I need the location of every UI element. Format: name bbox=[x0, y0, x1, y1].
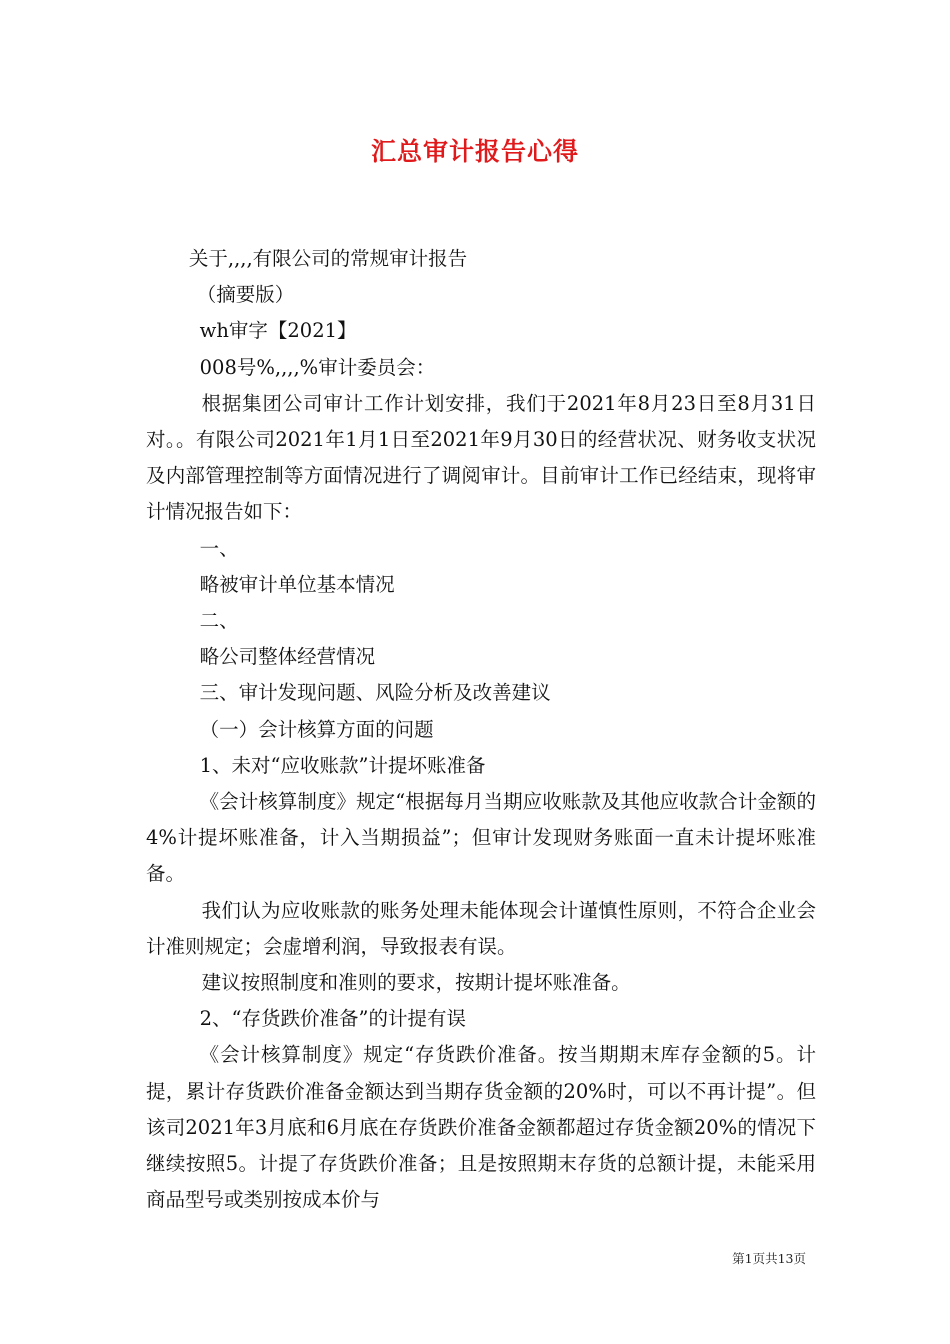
subsection-heading: （一）会计核算方面的问题 bbox=[199, 717, 434, 741]
paragraph-issue-2-rule: 《会计核算制度》规定“存货跌价准备。按当期期末库存金额的5。计提，累计存货跌价准备金额达到当期存货金额的20%时，可以不再计提”。但该司2021年3月底和6月底在存货跌价准备金额都超过存货金额20%的情况下继续按照5。计提了存货跌价准备；且是按照期末存货的总额计提，未能采用商品型号或类别按成本价与 bbox=[146, 1043, 816, 1212]
document-body bbox=[146, 241, 816, 1218]
paragraph-issue-1-advice: 建议按照制度和准则的要求，按期计提坏账准备。 bbox=[201, 971, 631, 995]
report-recipient: 008号%,,,,%审计委员会： bbox=[199, 355, 436, 379]
section-heading-two: 二、 bbox=[199, 609, 239, 633]
issue-heading-1: 1、未对“应收账款”计提坏账准备 bbox=[199, 753, 486, 777]
paragraph-intro: 根据集团公司审计工作计划安排，我们于2021年8月23日至8月31日对。。有限公司2021年1月1日至2021年9月30日的经营状况、财务收支状况及内部管理控制等方面情况进行了调阅审计。目前审计工作已经结束，现将审计情况报告如下： bbox=[146, 391, 816, 524]
section-two-text: 略公司整体经营情况 bbox=[199, 645, 376, 669]
report-number: wh审字【2021】 bbox=[199, 319, 357, 343]
issue-heading-2: 2、“存货跌价准备”的计提有误 bbox=[199, 1007, 466, 1031]
section-one-text: 略被审计单位基本情况 bbox=[199, 572, 395, 596]
report-edition: （摘要版） bbox=[196, 283, 295, 307]
paragraph-issue-1-rule: 《会计核算制度》规定“根据每月当期应收账款及其他应收款合计金额的4%计提坏账准备，计入当期损益”；但审计发现财务账面一直未计提坏账准备。 bbox=[146, 790, 816, 886]
section-heading-three: 三、审计发现问题、风险分析及改善建议 bbox=[199, 681, 551, 705]
page-title: 汇总审计报告心得 bbox=[370, 137, 579, 166]
page-footer: 第1页共13页 bbox=[732, 1251, 806, 1266]
report-subject: 关于,,,,有限公司的常规审计报告 bbox=[188, 247, 468, 270]
paragraph-issue-1-opinion: 我们认为应收账款的账务处理未能体现会计谨慎性原则，不符合企业会计准则规定；会虚增利润，导致报表有误。 bbox=[146, 898, 816, 958]
section-heading-one: 一、 bbox=[199, 536, 239, 560]
